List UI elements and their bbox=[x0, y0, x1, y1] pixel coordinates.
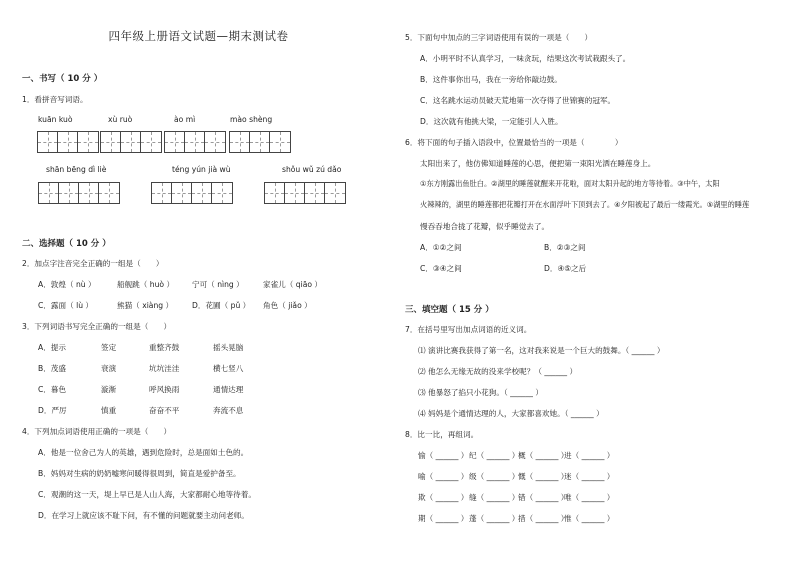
q3-r3c3: 呼风换雨 bbox=[149, 385, 180, 394]
q4-prompt: 4．下列加点词语使用正确的一项是（ ） bbox=[22, 427, 172, 436]
q8-r3c4: 唯（ ______ ） bbox=[564, 493, 615, 502]
q8-r4c4: 惟（ ______ ） bbox=[564, 514, 615, 523]
q6-prompt: 6．将下面的句子插入语段中，位置最恰当的一项是（ ） bbox=[405, 138, 623, 147]
q3-r4c1: D．严厉 bbox=[38, 406, 67, 415]
q8-r1c3: 概（ ______ ） bbox=[518, 451, 569, 460]
q3-r2c4: 横七竖八 bbox=[213, 364, 244, 373]
q8-r3c2: 缝（ ______ ） bbox=[469, 493, 520, 502]
pinyin-7: shǒu wǔ zú dǎo bbox=[282, 165, 342, 174]
q1-prompt: 1．看拼音写词语。 bbox=[22, 95, 88, 104]
q3-r3c1: C．暮色 bbox=[38, 385, 67, 394]
q3-r3c4: 通情达理 bbox=[213, 385, 244, 394]
q5-c: C．这名跳水运动员破天荒地第一次夺得了世锦赛的冠军。 bbox=[420, 96, 616, 105]
q8-r1c2: 纪（ ______ ） bbox=[469, 451, 520, 460]
q4-b: B．妈妈对生病的奶奶嘘寒问暖得很周到，简直是爱护备至。 bbox=[38, 469, 241, 478]
q8-prompt: 8．比一比，再组词。 bbox=[405, 430, 479, 439]
q8-r3c3: 错（ ______ ） bbox=[518, 493, 569, 502]
q8-r1c1: 愉（ ______ ） bbox=[418, 451, 469, 460]
q3-r1c1: A．提示 bbox=[38, 343, 66, 352]
answer-grid-4[interactable] bbox=[229, 131, 291, 153]
q2-a4: 家雀儿（ qiāo ） bbox=[263, 280, 323, 289]
page-title: 四年级上册语文试题—期末测试卷 bbox=[108, 29, 289, 43]
pinyin-4: mào shèng bbox=[230, 115, 273, 124]
q3-r4c3: 奋奋不平 bbox=[149, 406, 180, 415]
q4-c: C．观潮的这一天，堤上早已是人山人海，大家都耐心地等待着。 bbox=[38, 490, 256, 499]
q3-r3c2: 漩渐 bbox=[101, 385, 117, 394]
answer-grid-2[interactable] bbox=[100, 131, 162, 153]
q2-c1: C．露面（ lù ） bbox=[38, 301, 94, 310]
q2-c3: D．花圃（ pǔ ） bbox=[192, 301, 251, 310]
q6-a: A．①②之间 bbox=[420, 243, 462, 252]
q5-d: D．这次就有他挑大梁，一定能引人入胜。 bbox=[420, 117, 563, 126]
q2-a1: A．敦煌（ nù ） bbox=[38, 280, 96, 289]
answer-grid-5[interactable] bbox=[38, 182, 120, 204]
pinyin-3: ào mì bbox=[174, 115, 196, 124]
q8-r4c2: 蓬（ ______ ） bbox=[469, 514, 520, 523]
pinyin-6: téng yún jià wù bbox=[172, 165, 231, 174]
section-choice: 二、选择题（ 10 分 ） bbox=[22, 239, 111, 249]
q7-item-1: ⑴ 演讲比赛我获得了第一名，这对我来说是一个巨大的鼓舞。（ ______ ） bbox=[418, 346, 665, 355]
pinyin-1: kuān kuò bbox=[38, 115, 73, 124]
q2-prompt: 2．加点字注音完全正确的一组是（ ） bbox=[22, 259, 164, 268]
q7-item-4: ⑷ 妈妈是个通情达理的人，大家都喜欢她。（ ______ ） bbox=[418, 409, 604, 418]
q8-r2c4: 迷（ ______ ） bbox=[564, 472, 615, 481]
q6-d: D．④⑤之后 bbox=[544, 264, 587, 273]
q6-sentence: 太阳出来了，他仿佛知道睡莲的心思，便把第一束阳光洒在睡莲身上。 bbox=[420, 159, 656, 168]
q3-r2c2: 衰演 bbox=[101, 364, 117, 373]
q4-d: D．在学习上就应该不耻下问，有不懂的问题就要主动问老师。 bbox=[38, 511, 249, 520]
q4-a: A．他是一位舍己为人的英雄，遇到危险时，总是面如土色的。 bbox=[38, 448, 249, 457]
q3-r1c3: 重整齐鼓 bbox=[149, 343, 180, 352]
q3-r1c4: 摇头晃脑 bbox=[213, 343, 244, 352]
q7-item-2: ⑵ 他怎么无缘无故的没来学校呢？（ ______ ） bbox=[418, 367, 578, 376]
q2-c2: 熊猫（ xiàng ） bbox=[117, 301, 174, 310]
q8-r1c4: 进（ ______ ） bbox=[564, 451, 615, 460]
q6-para-2: 火辣辣的，湖里的睡莲都把花瓣打开在水面浮叶下顶到去了。④夕阳被起了最后一缕霞光。⑤湖里的睡莲 bbox=[420, 200, 750, 209]
pinyin-2: xù ruò bbox=[108, 115, 133, 124]
q8-r3c1: 欺（ ______ ） bbox=[418, 493, 469, 502]
q3-r2c1: B．茂盛 bbox=[38, 364, 66, 373]
pinyin-5: shān bēng dì liè bbox=[46, 165, 107, 174]
q2-a2: 船舰跳（ huò ） bbox=[117, 280, 175, 289]
section-writing: 一、书写（ 10 分 ） bbox=[22, 74, 103, 84]
q2-c4: 角色（ jiǎo ） bbox=[263, 301, 312, 310]
answer-grid-3[interactable] bbox=[164, 131, 226, 153]
section-fill: 三、填空题（ 15 分 ） bbox=[405, 305, 494, 315]
q7-item-3: ⑶ 他暴怒了掐只小花狗。（ ______ ） bbox=[418, 388, 543, 397]
q8-r2c2: 级（ ______ ） bbox=[469, 472, 520, 481]
q6-c: C．③④之间 bbox=[420, 264, 462, 273]
q3-r4c2: 慎重 bbox=[101, 406, 117, 415]
q3-r1c2: 签定 bbox=[101, 343, 117, 352]
q3-r4c4: 奔流不息 bbox=[213, 406, 244, 415]
answer-grid-7[interactable] bbox=[264, 182, 346, 204]
answer-grid-6[interactable] bbox=[151, 182, 233, 204]
q3-prompt: 3．下列词语书写完全正确的一组是（ ） bbox=[22, 322, 172, 331]
q6-para-3: 慢吞吞地合拢了花瓣，似乎睡觉去了。 bbox=[420, 222, 550, 231]
q6-para-1: ①东方刚露出鱼肚白。②湖里的睡莲就醒来开花啦，面对太阳升起的地方等待着。③中午，太阳 bbox=[420, 179, 720, 188]
q8-r2c1: 喻（ ______ ） bbox=[418, 472, 469, 481]
q5-a: A．小明平时不认真学习，一味贪玩，结果这次考试栽跟头了。 bbox=[420, 54, 631, 63]
q8-r4c3: 措（ ______ ） bbox=[518, 514, 569, 523]
q5-b: B．这件事你出马，我在一旁给你敲边鼓。 bbox=[420, 75, 562, 84]
q2-a3: 宁可（ nìng ） bbox=[192, 280, 244, 289]
q5-prompt: 5．下面句中加点的三字词语使用有误的一项是（ ） bbox=[405, 33, 593, 42]
q3-r2c3: 坑坑洼洼 bbox=[149, 364, 180, 373]
q7-prompt: 7．在括号里写出加点词语的近义词。 bbox=[405, 325, 532, 334]
q8-r2c3: 慨（ ______ ） bbox=[518, 472, 569, 481]
q6-b: B．②③之间 bbox=[544, 243, 586, 252]
answer-grid-1[interactable] bbox=[37, 131, 99, 153]
q8-r4c1: 期（ ______ ） bbox=[418, 514, 469, 523]
